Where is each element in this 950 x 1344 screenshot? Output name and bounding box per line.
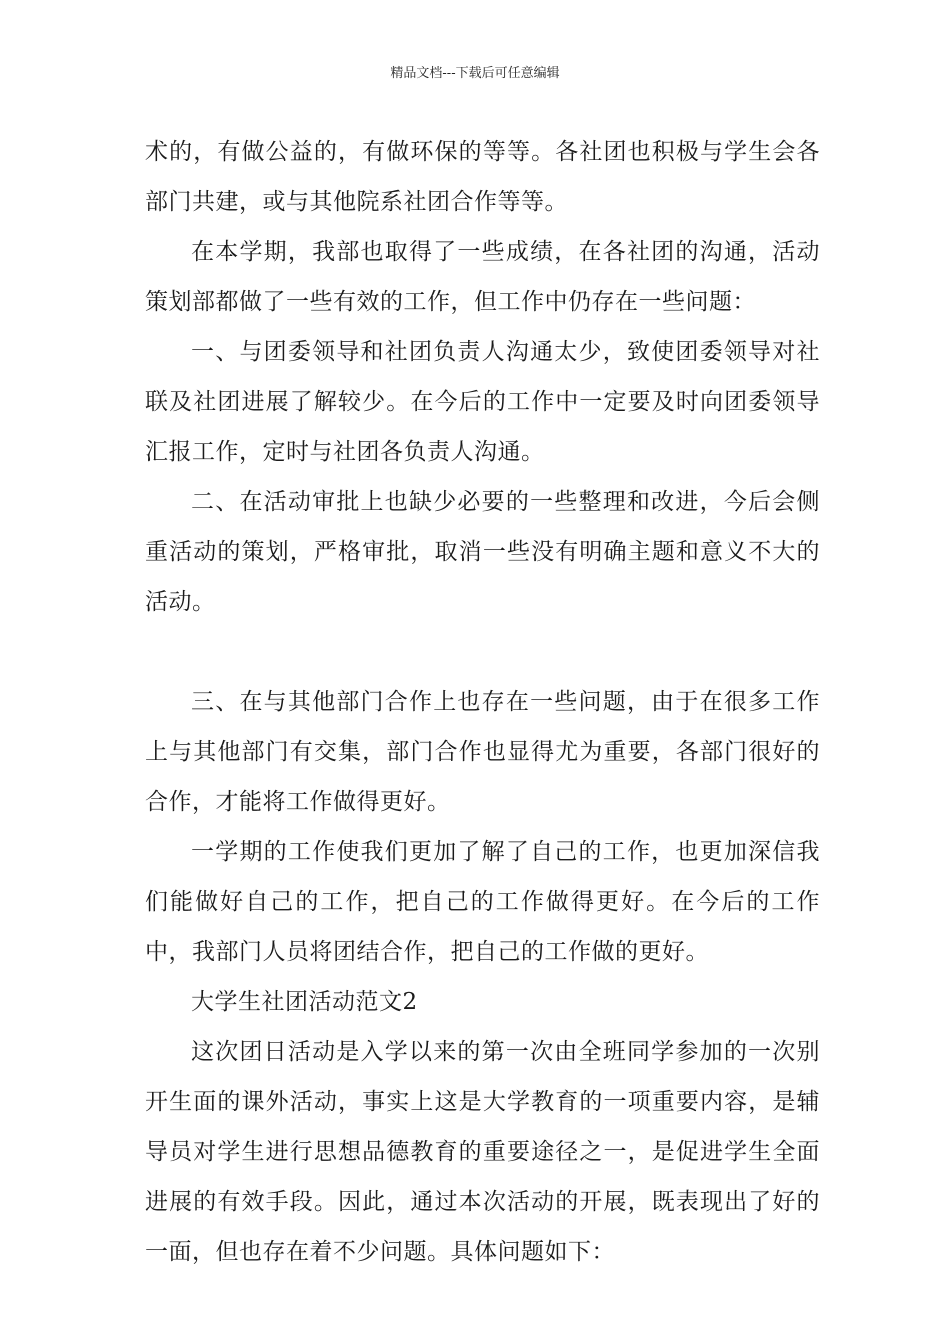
page-header: 精品文档---下载后可任意编辑 [390, 66, 560, 81]
paragraph-issue-one: 一、与团委领导和社团负责人沟通太少，致使团委领导对社联及社团进展了解较少。在今后的工作中一定要及时向团委领导汇报工作，定时与社团各负责人沟通。 [145, 339, 820, 465]
paragraph-issue-two: 二、在活动审批上也缺少必要的一些整理和改进，今后会侧重活动的策划，严格审批，取消一些没有明确主题和意义不大的活动。 [145, 489, 820, 615]
paragraph-summary: 一学期的工作使我们更加了解了自己的工作，也更加深信我们能做好自己的工作，把自己的工作做得更好。在今后的工作中，我部门人员将团结合作，把自己的工作做的更好。 [145, 839, 820, 965]
paragraph-issue-three: 三、在与其他部门合作上也存在一些问题，由于在很多工作上与其他部门有交集，部门合作也显得尤为重要，各部门很好的合作，才能将工作做得更好。 [145, 689, 820, 815]
document-body [145, 127, 820, 1277]
paragraph-achievements: 在本学期，我部也取得了一些成绩，在各社团的沟通，活动策划部都做了一些有效的工作，但工作中仍存在一些问题： [145, 239, 820, 315]
paragraph-group-day-activity: 这次团日活动是入学以来的第一次由全班同学参加的一次别开生面的课外活动，事实上这是大学教育的一项重要内容，是辅导员对学生进行思想品德教育的重要途径之一，是促进学生全面进展的有效手段。因此，通过本次活动的开展，既表现出了好的一面，但也存在着不少问题。具体问题如下： [145, 1039, 820, 1265]
paragraph-continuation: 术的，有做公益的，有做环保的等等。各社团也积极与学生会各部门共建，或与其他院系社团合作等等。 [145, 139, 820, 215]
section-heading: 大学生社团活动范文2 [191, 989, 418, 1015]
